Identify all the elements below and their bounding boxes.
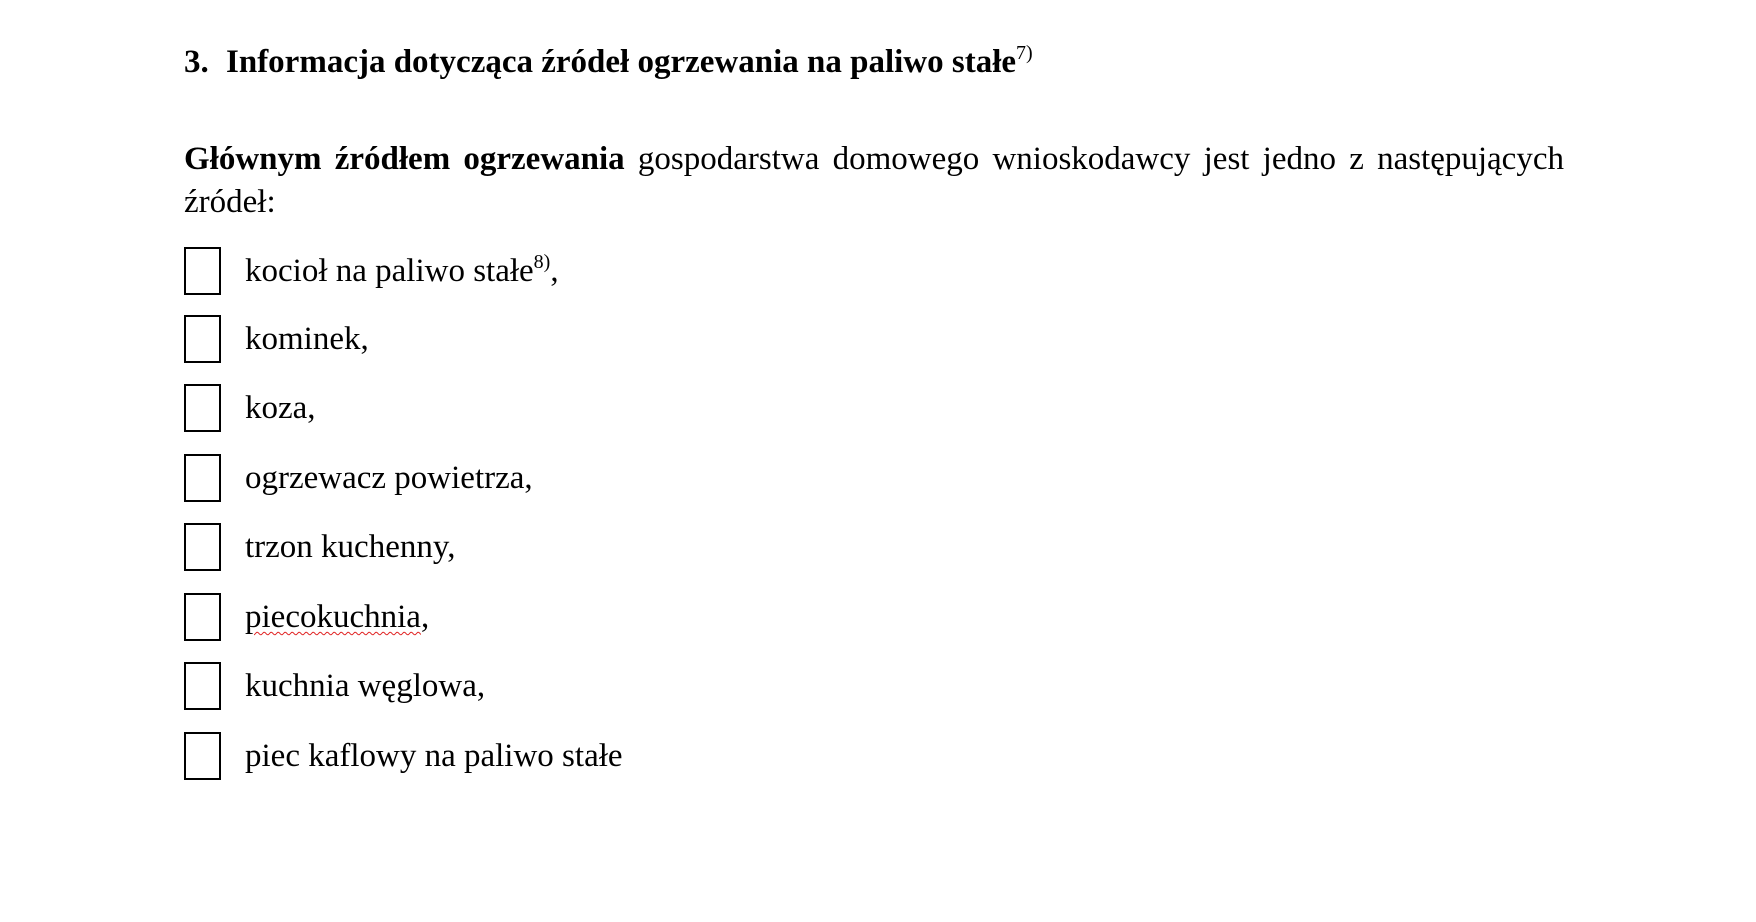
checkbox-kociol[interactable] bbox=[184, 247, 221, 295]
option-label: kuchnia węglowa, bbox=[245, 668, 486, 704]
option-kominek bbox=[184, 313, 369, 365]
option-label: koza, bbox=[245, 390, 316, 426]
option-label: kocioł na paliwo stałe$^{8)}$, bbox=[245, 251, 559, 289]
section-number: 3. bbox=[184, 44, 209, 80]
option-footnote-marker: 8) bbox=[533, 251, 551, 273]
checkbox-trzon[interactable] bbox=[184, 523, 221, 571]
intro-text: gospodarstwa domowego wnioskodawcy jest jedno z następujących źródeł: bbox=[184, 141, 1564, 220]
option-label: ogrzewacz powietrza, bbox=[245, 460, 533, 496]
option-label: piec kaflowy na paliwo stałe bbox=[245, 738, 623, 774]
spellcheck-underline-word: piecokuchnia bbox=[245, 599, 421, 635]
option-trzon bbox=[184, 521, 455, 573]
checkbox-piecokuchnia[interactable] bbox=[184, 593, 221, 641]
option-label: trzon kuchenny, bbox=[245, 529, 456, 565]
checkbox-ogrzewacz[interactable] bbox=[184, 454, 221, 502]
checkbox-piec-kaflowy[interactable] bbox=[184, 732, 221, 780]
checkbox-koza[interactable] bbox=[184, 384, 221, 432]
intro-paragraph bbox=[184, 138, 1564, 224]
option-ogrzewacz bbox=[184, 452, 533, 504]
checkbox-kuchnia[interactable] bbox=[184, 662, 221, 710]
option-label: piecokuchnia, bbox=[245, 599, 430, 635]
section-heading bbox=[184, 40, 1033, 84]
intro-bold-text: Głównym źródłem ogrzewania bbox=[184, 141, 625, 177]
option-kuchnia bbox=[184, 660, 485, 712]
checkbox-kominek[interactable] bbox=[184, 315, 221, 363]
section-footnote-marker: 7) bbox=[1016, 42, 1033, 64]
section-title: Informacja dotycząca źródeł ogrzewania na paliwo stałe bbox=[226, 44, 1017, 80]
option-kociol bbox=[184, 245, 559, 297]
option-piecokuchnia bbox=[184, 591, 429, 643]
option-koza bbox=[184, 382, 316, 434]
option-label: kominek, bbox=[245, 321, 369, 357]
option-piec-kaflowy bbox=[184, 730, 623, 782]
